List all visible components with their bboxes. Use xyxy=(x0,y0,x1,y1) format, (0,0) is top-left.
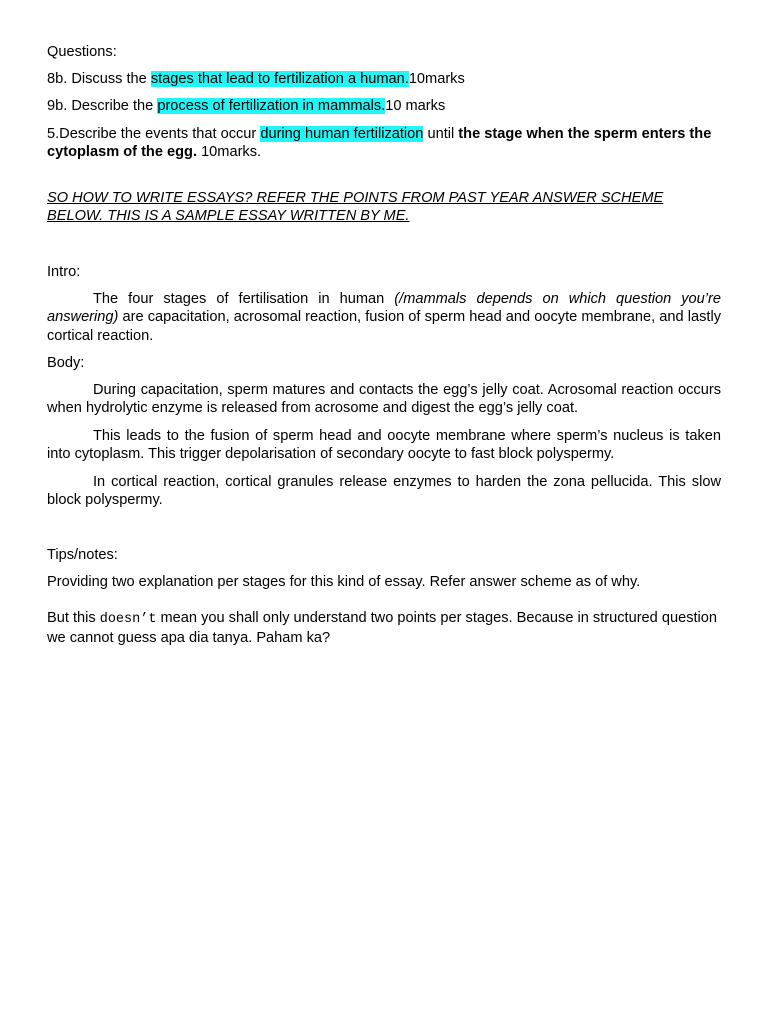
question-9b xyxy=(47,97,721,116)
body-paragraph-1: During capacitation, sperm matures and contacts the egg’s jelly coat. Acrosomal reaction occurs when hydrolytic enzyme is released from acrosome and digest the egg’s jelly coat. xyxy=(47,381,721,416)
question-8b-prefix: 8b. Discuss the xyxy=(47,71,151,87)
intro-paragraph xyxy=(47,290,721,346)
tip-2-before: But this xyxy=(47,609,100,626)
tip-2-mono: doesn’t xyxy=(99,611,157,627)
question-8b xyxy=(47,70,721,89)
question-9b-prefix: 9b. Describe the xyxy=(47,98,158,114)
tip-2-after: mean you shall only understand two points per stages. Because in structured question we cannot guess apa dia tanya. Paham ka? xyxy=(47,609,718,646)
intro-text-before: The four stages of fertilisation in human xyxy=(93,290,395,307)
document-page xyxy=(47,43,721,648)
question-5-marks: 10marks. xyxy=(197,144,262,160)
body-heading: Body: xyxy=(47,354,85,371)
tip-1: Providing two explanation per stages for this kind of essay. Refer answer scheme as of why. xyxy=(47,574,641,590)
question-5-middle: until xyxy=(423,125,459,142)
question-5-highlight: during human fertilization xyxy=(260,125,424,142)
intro-text-after: are capacitation, acrosomal reaction, fusion of sperm head and oocyte membrane, and lastly cortical reaction. xyxy=(47,309,721,344)
body-paragraph-3: In cortical reaction, cortical granules release enzymes to harden the zona pellucida. This slow block polyspermy. xyxy=(47,473,721,508)
intro-text-italic: (/mammals depends on which question you’re answering) xyxy=(47,290,721,325)
question-8b-marks: 10marks xyxy=(408,71,465,87)
question-8b-highlight: stages that lead to fertilization a human. xyxy=(150,71,409,87)
essay-instruction: SO HOW TO WRITE ESSAYS? REFER THE POINTS FROM PAST YEAR ANSWER SCHEME BELOW. THIS IS A SAMPLE ESSAY WRITTEN BY ME. xyxy=(47,189,664,224)
question-5-prefix: 5.Describe the events that occur xyxy=(47,125,261,142)
tips-heading: Tips/notes: xyxy=(47,546,118,563)
tip-2 xyxy=(47,609,721,648)
questions-heading: Questions: xyxy=(47,44,117,60)
question-9b-highlight: process of fertilization in mammals. xyxy=(157,98,386,114)
intro-heading: Intro: xyxy=(47,263,81,280)
question-5-bold: the stage when the sperm enters the cytoplasm of the egg. xyxy=(47,125,712,160)
body-paragraph-2: This leads to the fusion of sperm head and oocyte membrane where sperm’s nucleus is taken into cytoplasm. This trigger depolarisation of secondary oocyte to fast block polyspermy. xyxy=(47,427,721,462)
question-5 xyxy=(47,125,721,162)
question-9b-marks: 10 marks xyxy=(385,98,446,114)
